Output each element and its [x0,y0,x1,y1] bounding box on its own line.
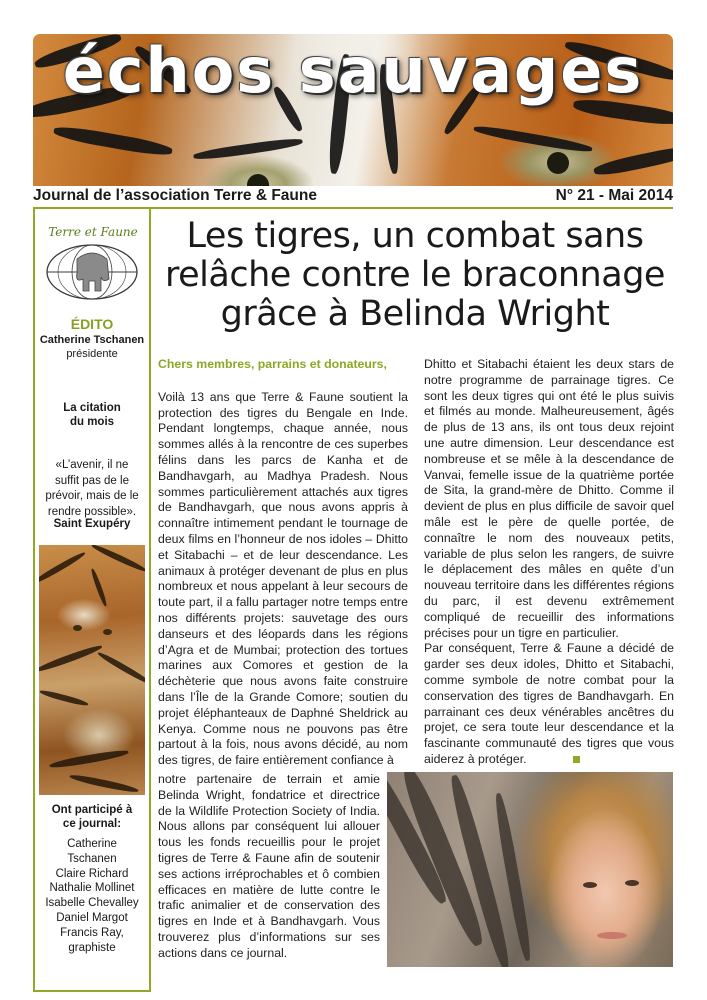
quote-line: rendre possible». [47,505,137,518]
greeting: Chers membres, parrains et donateurs, [158,357,387,371]
belinda-wright-photo [387,772,673,967]
quote-author: Saint Exupéry [53,518,131,530]
contributor-item: graphiste [68,941,116,954]
article-paragraph: Voilà 13 ans que Terre & Faune soutient la protection des tigres du Bengale en Inde. Pendant longtemps, chaque année, nous sommes allés à la rencontre de ces superbes félins dans les parcs de Kanha et de Bandhavgarh, au Madhya Pradesh. Nous sommes particulièrement attachés aux tigres de Bandhavgarh, que nous avons appris à connaître intimement pendant le tournage de deux films en l’honneur de nos idoles – Dhitto et Sitabachi – et de leur descendance. Les animaux à protéger devenant de plus en plus nombreux et nous appelant à leur secours de toute part, il a fallu partager notre temps entre nos différents projets: sauvetage des ours danseurs et des léopards dans les régions d’Agra et de Mumbai; protection des tortues marines aux Comores et gestion de la déchèterie que nous avons faite construire dans l’Île de la Grande Comore; soutien du projet éléphanteaux de Daphné Sheldrick au Kenya. Comme nous ne pouvons pas être partout à la fois, nous avons décidé, au nom des tigres, de faire entièrement confiance à [158,389,408,768]
quote-line: prévoir, mais de le [45,490,139,502]
globe-icon [45,243,139,301]
quote-line: suffit pas de le [55,474,129,487]
sidebar [33,207,151,992]
square-end-icon [573,756,580,763]
edito-role: présidente [66,348,118,360]
article-column-1 [158,357,408,769]
quote-heading-line: du mois [69,416,115,428]
article-paragraph-text: Par conséquent, Terre & Faune a décidé de garder ses deux idoles, Dhitto et Sitabachi, comme symbole de notre combat pour la conservation des tigres de Bandhavgarh. En parrainant ces deux vénérables ancêtres du projet, ce sera toute leur descendance et la fascinante communauté des tigres que vous aiderez à protéger. [424,641,674,766]
quote-line: «L’avenir, il ne [55,459,129,471]
contributor-item: Isabelle Chevalley [45,897,139,910]
contributor-item: Claire Richard [55,867,129,880]
contributor-item: Nathalie Mollinet [49,882,135,895]
contributor-item: Catherine [67,838,117,850]
issue-number: N° 21 - Mai 2014 [555,187,673,204]
header-banner [33,34,673,186]
quote-heading-line: La citation [63,402,121,414]
edito-label: ÉDITO [70,316,114,332]
banner-title: échos sauvages [62,34,644,107]
headline-line: relâche contre le braconnage [165,255,665,295]
journal-header-line [33,187,673,209]
quote-heading [39,401,145,429]
edito-author: Catherine Tschanen [39,334,145,346]
headline-line: grâce à Belinda Wright [220,294,610,334]
tiger-cub-photo [39,545,145,795]
headline-line: Les tigres, un combat sans [186,216,644,256]
article-paragraph-end [424,641,674,767]
journal-name: Journal de l’association Terre & Faune [33,187,317,204]
article-paragraph: notre partenaire de terrain et amie Belinda Wright, fondatrice et directrice de la Wildlife Protection Society of India. Nous allons par conséquent lui allouer tous les fonds recueillis pour le projet tigres de Terre & Faune afin de soutenir ses actions irréprochables et ô combien efficaces en matière de lutte contre le trafic animalier et de conservation des tigres en Inde et à Bandhavgarh. Vous trouverez plus d’informations sur ses actions dans ce journal. [158,772,380,960]
contributor-item: Daniel Margot [56,911,128,924]
contributors-list [35,837,149,955]
contributors-title-line: Ont participé à [51,804,133,816]
article-column-2 [424,357,674,768]
elephant-globe-logo-icon [43,225,143,310]
logo-text: Terre et Faune [48,225,138,239]
contributor-item: Tschanen [67,852,117,865]
contributor-item: Francis Ray, [60,926,124,939]
article-headline [150,217,680,334]
article-paragraph: Dhitto et Sitabachi étaient les deux stars de notre programme de parrainage tigres. Ce sont les deux tigres qui ont été le plus suivis et filmés au monde. Malheureusement, âgés de plus de 13 ans, ils ont tous deux rejoint une autre dimension. Leur descendance est nombreuse et se mêle à la descendance de Vanvai, femelle issue de la quatrième portée de Sita, la grand-mère de Dhitto. Comme il devient de plus en plus difficile de savoir quel mâle est le père de quelle portée, de connaître le nom des nouveaux petits, variable de plus selon les rangers, de suivre le déplacement des mâles en quête d’un nouveau territoire dans les différentes régions du parc, il est devenu extrêmement compliqué de recueillir des informations précises pour un tigre en particulier. [424,357,674,640]
quote-text [41,458,143,520]
article-column-1-continued [158,772,380,962]
contributors-title [39,803,145,831]
contributors-title-line: ce journal: [62,818,122,830]
